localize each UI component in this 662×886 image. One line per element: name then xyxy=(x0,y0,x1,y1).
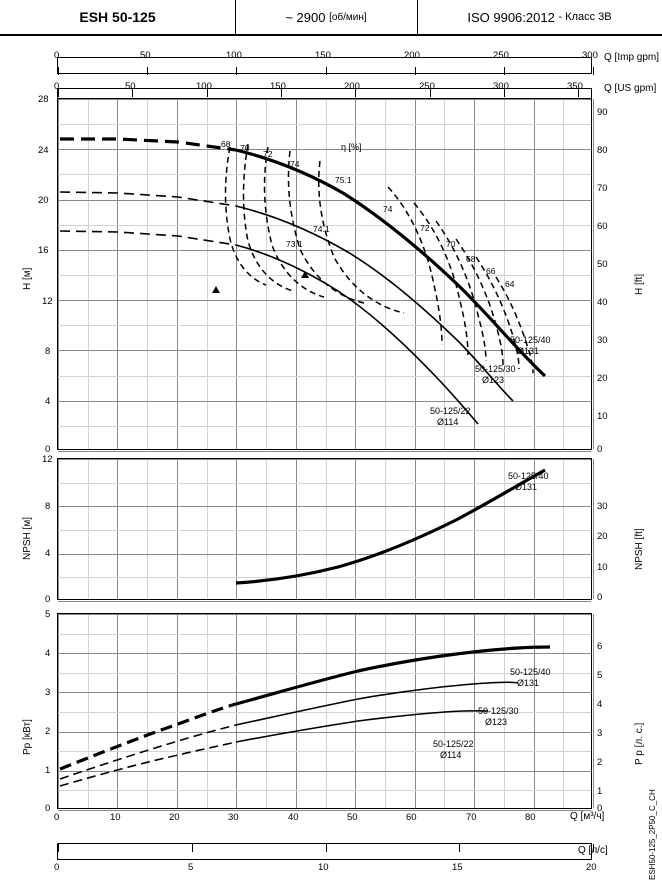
eff-label-751: 75.1 xyxy=(335,175,352,185)
eff-label-70: 70 xyxy=(240,143,250,153)
eff-label-r68: 68 xyxy=(466,254,476,264)
p-tick-3: 3 xyxy=(45,687,51,698)
p-tick-5: 5 xyxy=(45,609,51,620)
npshft-tick-20: 20 xyxy=(597,531,608,542)
curve-label-30-line2: Ø123 xyxy=(482,375,505,385)
speed-value: ~ 2900 xyxy=(285,9,326,25)
us-gpm-axis-label: Q [US gpm] xyxy=(604,83,657,94)
hft-tick-60: 60 xyxy=(597,221,608,232)
q-tick-0: 0 xyxy=(54,812,60,823)
h-tick-24: 24 xyxy=(38,145,49,156)
hft-tick-0: 0 xyxy=(597,444,603,455)
p-tick-2: 2 xyxy=(45,726,51,737)
speed-unit: [об/мин] xyxy=(329,11,367,23)
php-axis-label: P p [л. с.] xyxy=(634,722,645,765)
document-code: ESH50-125_2P50_C_CH xyxy=(648,789,657,880)
imp-gpm-tick-150: 150 xyxy=(315,50,331,61)
php-tick-4: 4 xyxy=(597,699,603,710)
h-tick-20: 20 xyxy=(38,195,49,206)
eff-label-74: 74 xyxy=(290,159,300,169)
p-tick-4: 4 xyxy=(45,648,51,659)
q-axis-label: Q [м³/ч] xyxy=(570,811,605,822)
qls-tick-5: 5 xyxy=(188,862,194,873)
power-label-30-line2: Ø123 xyxy=(485,717,508,727)
eta-axis-label: η [%] xyxy=(341,142,362,152)
us-gpm-tick-350: 350 xyxy=(567,81,583,92)
hft-tick-20: 20 xyxy=(597,373,608,384)
h-tick-8: 8 xyxy=(45,346,51,357)
curve-label-22-line1: 50-125/22 xyxy=(430,406,471,416)
head-plot xyxy=(57,98,592,450)
php-tick-3: 3 xyxy=(597,728,603,739)
q-tick-60: 60 xyxy=(406,812,417,823)
eff-label-r70: 70 xyxy=(446,239,456,249)
eff-label-741: 74.1 xyxy=(313,224,330,234)
standard-class: - Класс 3B xyxy=(558,11,612,23)
p-tick-0: 0 xyxy=(45,803,51,814)
npsh-tick-4: 4 xyxy=(45,548,51,559)
p-tick-1: 1 xyxy=(45,765,51,776)
hft-axis-label: H [ft] xyxy=(634,273,645,295)
npsh-tick-12: 12 xyxy=(42,454,53,465)
power-label-22-line2: Ø114 xyxy=(440,750,462,760)
php-tick-1: 1 xyxy=(597,786,603,797)
npshft-tick-30: 30 xyxy=(597,501,608,512)
us-gpm-tick-200: 200 xyxy=(344,81,360,92)
h-tick-16: 16 xyxy=(38,245,49,256)
us-gpm-tick-100: 100 xyxy=(196,81,212,92)
power-plot xyxy=(57,613,592,809)
h-axis-label: H [м] xyxy=(22,267,33,290)
npsh-tick-0: 0 xyxy=(45,594,51,605)
power-label-40-line2: Ø131 xyxy=(517,678,540,688)
us-gpm-tick-50: 50 xyxy=(125,81,136,92)
head-curves xyxy=(58,99,593,451)
power-label-30-line1: 50-125/30 xyxy=(478,706,519,716)
eff-label-68: 68 xyxy=(221,139,231,149)
php-tick-2: 2 xyxy=(597,757,603,768)
curve-label-30-line1: 50-125/30 xyxy=(475,364,516,374)
php-tick-0: 0 xyxy=(597,803,603,814)
power-label-40-line1: 50-125/40 xyxy=(510,667,551,677)
eff-label-731: 73.1 xyxy=(286,239,303,249)
qls-tick-10: 10 xyxy=(318,862,329,873)
qls-tick-20: 20 xyxy=(586,862,597,873)
us-gpm-tick-150: 150 xyxy=(270,81,286,92)
hft-tick-30: 30 xyxy=(597,335,608,346)
standard-name: ISO 9906:2012 xyxy=(467,9,555,25)
php-tick-5: 5 xyxy=(597,670,603,681)
q-ls-scale xyxy=(57,843,592,860)
imp-gpm-tick-250: 250 xyxy=(493,50,509,61)
imp-gpm-axis-label: Q [Imp gpm] xyxy=(604,52,660,63)
imp-gpm-tick-50: 50 xyxy=(140,50,151,61)
npsh-curve-label-line1: 50-125/40 xyxy=(508,471,549,481)
h-tick-28: 28 xyxy=(38,94,49,105)
hft-tick-50: 50 xyxy=(597,259,608,270)
hft-tick-90: 90 xyxy=(597,107,608,118)
us-gpm-tick-300: 300 xyxy=(493,81,509,92)
q-tick-50: 50 xyxy=(347,812,358,823)
imp-gpm-tick-100: 100 xyxy=(226,50,242,61)
curve-label-40-line2: Ø131 xyxy=(517,346,540,356)
eff-label-r64: 64 xyxy=(505,279,515,289)
q-tick-10: 10 xyxy=(110,812,121,823)
npshft-axis-label: NPSH [ft] xyxy=(634,528,645,570)
hft-tick-70: 70 xyxy=(597,183,608,194)
eff-label-r66: 66 xyxy=(486,266,496,276)
npshft-tick-10: 10 xyxy=(597,562,608,573)
curve-label-22-line2: Ø114 xyxy=(437,417,459,427)
q-tick-80: 80 xyxy=(525,812,536,823)
hft-tick-10: 10 xyxy=(597,411,608,422)
us-gpm-scale xyxy=(57,88,592,98)
us-gpm-tick-0: 0 xyxy=(54,81,60,92)
h-tick-12: 12 xyxy=(42,296,53,307)
php-tick-6: 6 xyxy=(597,641,603,652)
npsh-curve-label-line2: Ø131 xyxy=(515,482,538,492)
qls-tick-0: 0 xyxy=(54,862,60,873)
npsh-tick-8: 8 xyxy=(45,501,51,512)
imp-gpm-tick-300: 300 xyxy=(582,50,598,61)
p-axis-label: Pp [кВт] xyxy=(22,719,33,755)
header xyxy=(0,0,662,36)
q-tick-70: 70 xyxy=(466,812,477,823)
standard xyxy=(417,0,662,34)
us-gpm-tick-250: 250 xyxy=(419,81,435,92)
pump-speed xyxy=(235,0,417,34)
q-tick-20: 20 xyxy=(169,812,180,823)
curve-label-40-line1: 50-125/40 xyxy=(510,335,551,345)
q-tick-30: 30 xyxy=(228,812,239,823)
eff-label-72: 72 xyxy=(263,149,273,159)
qls-axis-label: Q [л/c] xyxy=(578,845,608,856)
imp-gpm-tick-200: 200 xyxy=(404,50,420,61)
hft-tick-80: 80 xyxy=(597,145,608,156)
eff-label-r74: 74 xyxy=(383,204,393,214)
npsh-axis-label: NPSH [м] xyxy=(22,517,33,560)
hft-tick-40: 40 xyxy=(597,297,608,308)
eff-label-r72: 72 xyxy=(420,223,430,233)
npsh-plot xyxy=(57,458,592,600)
imp-gpm-tick-0: 0 xyxy=(54,50,60,61)
power-label-22-line1: 50-125/22 xyxy=(433,739,474,749)
h-tick-4: 4 xyxy=(45,396,51,407)
npshft-tick-0: 0 xyxy=(597,592,603,603)
q-tick-40: 40 xyxy=(288,812,299,823)
pump-model: ESH 50-125 xyxy=(79,9,156,25)
h-tick-0: 0 xyxy=(45,444,51,455)
qls-tick-15: 15 xyxy=(452,862,463,873)
